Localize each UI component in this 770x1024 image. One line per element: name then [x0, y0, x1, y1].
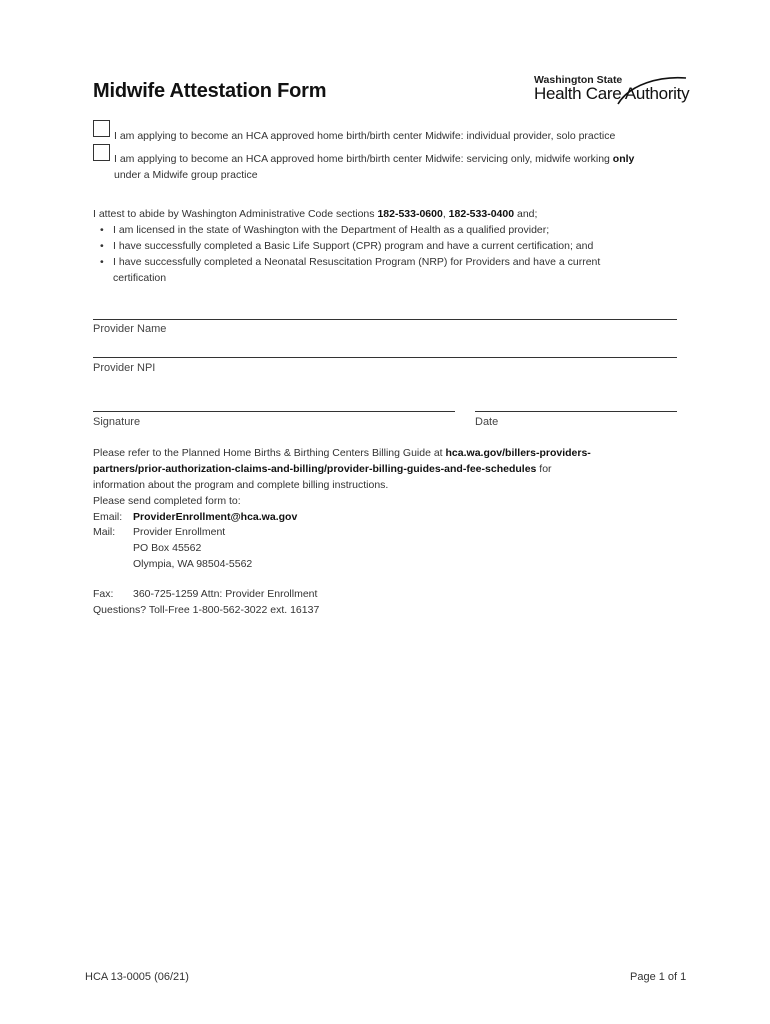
refer-post-line2: information about the program and complete billing instructions. [93, 479, 389, 491]
page-title: Midwife Attestation Form [93, 80, 327, 102]
date-line[interactable] [475, 411, 677, 412]
mail-label: Mail: [93, 526, 116, 538]
refer-post: for [536, 463, 552, 475]
email-label: Email: [93, 511, 123, 523]
attest-sep: , [442, 208, 449, 220]
list-item: • I have successfully completed a Neonatal Resuscitation Program (NRP) for Providers and have a current certification [93, 254, 653, 286]
mail-line: Provider Enrollment [133, 526, 226, 538]
provider-npi-line[interactable] [93, 357, 677, 358]
billing-guide-link[interactable]: hca.wa.gov/billers-providers- [445, 447, 591, 459]
fax-label: Fax: [93, 588, 114, 600]
option-servicing-text-line2: under a Midwife group practice [114, 169, 258, 181]
page-number: Page 1 of 1 [630, 971, 687, 983]
signature-line[interactable] [93, 411, 455, 412]
mail-line: PO Box 45562 [133, 542, 202, 554]
provider-name-label: Provider Name [93, 323, 167, 335]
option-individual-label: I am applying to become an HCA approved home birth/birth center Midwife: individual provider, solo practice [114, 130, 616, 142]
provider-npi-label: Provider NPI [93, 362, 156, 374]
option-servicing-bold: only [612, 153, 635, 165]
billing-guide-text [93, 445, 693, 509]
option-servicing-text: I am applying to become an HCA approved home birth/birth center Midwife: servicing only, midwife working [114, 153, 613, 165]
mail-line: Olympia, WA 98504-5562 [133, 558, 253, 570]
option-servicing-label [114, 151, 694, 183]
attest-bullet-list [93, 222, 653, 286]
provider-name-line[interactable] [93, 319, 677, 320]
hca-logo [530, 74, 690, 108]
wac-code-2: 182-533-0400 [448, 208, 515, 220]
signature-label: Signature [93, 416, 141, 428]
list-item: • I am licensed in the state of Washington with the Department of Health as a qualified provider; [93, 222, 653, 238]
questions-text: Questions? Toll-Free 1-800-562-3022 ext. 16137 [93, 604, 320, 616]
attest-intro-text: I attest to abide by Washington Administrative Code sections [93, 208, 378, 220]
option-servicing-checkbox[interactable] [93, 144, 110, 161]
logo-line2: Health Care Authority [534, 84, 690, 103]
logo-line1: Washington State [534, 74, 623, 86]
wac-code-1: 182-533-0600 [377, 208, 443, 220]
fax-value: 360-725-1259 Attn: Provider Enrollment [133, 588, 318, 600]
form-id: HCA 13-0005 (06/21) [85, 971, 189, 983]
billing-guide-link-cont[interactable]: partners/prior-authorization-claims-and-billing/provider-billing-guides-and-fee-schedules [93, 463, 537, 475]
mail-address [133, 524, 252, 572]
attest-intro [93, 206, 693, 222]
send-text: Please send completed form to: [93, 495, 241, 507]
option-individual-checkbox[interactable] [93, 120, 110, 137]
email-link[interactable]: ProviderEnrollment@hca.wa.gov [133, 511, 298, 523]
list-item: • I have successfully completed a Basic Life Support (CPR) program and have a current certification; and [93, 238, 653, 254]
refer-text: Please refer to the Planned Home Births & Birthing Centers Billing Guide at [93, 447, 446, 459]
date-label: Date [475, 416, 499, 428]
attest-intro-post: and; [514, 208, 538, 220]
